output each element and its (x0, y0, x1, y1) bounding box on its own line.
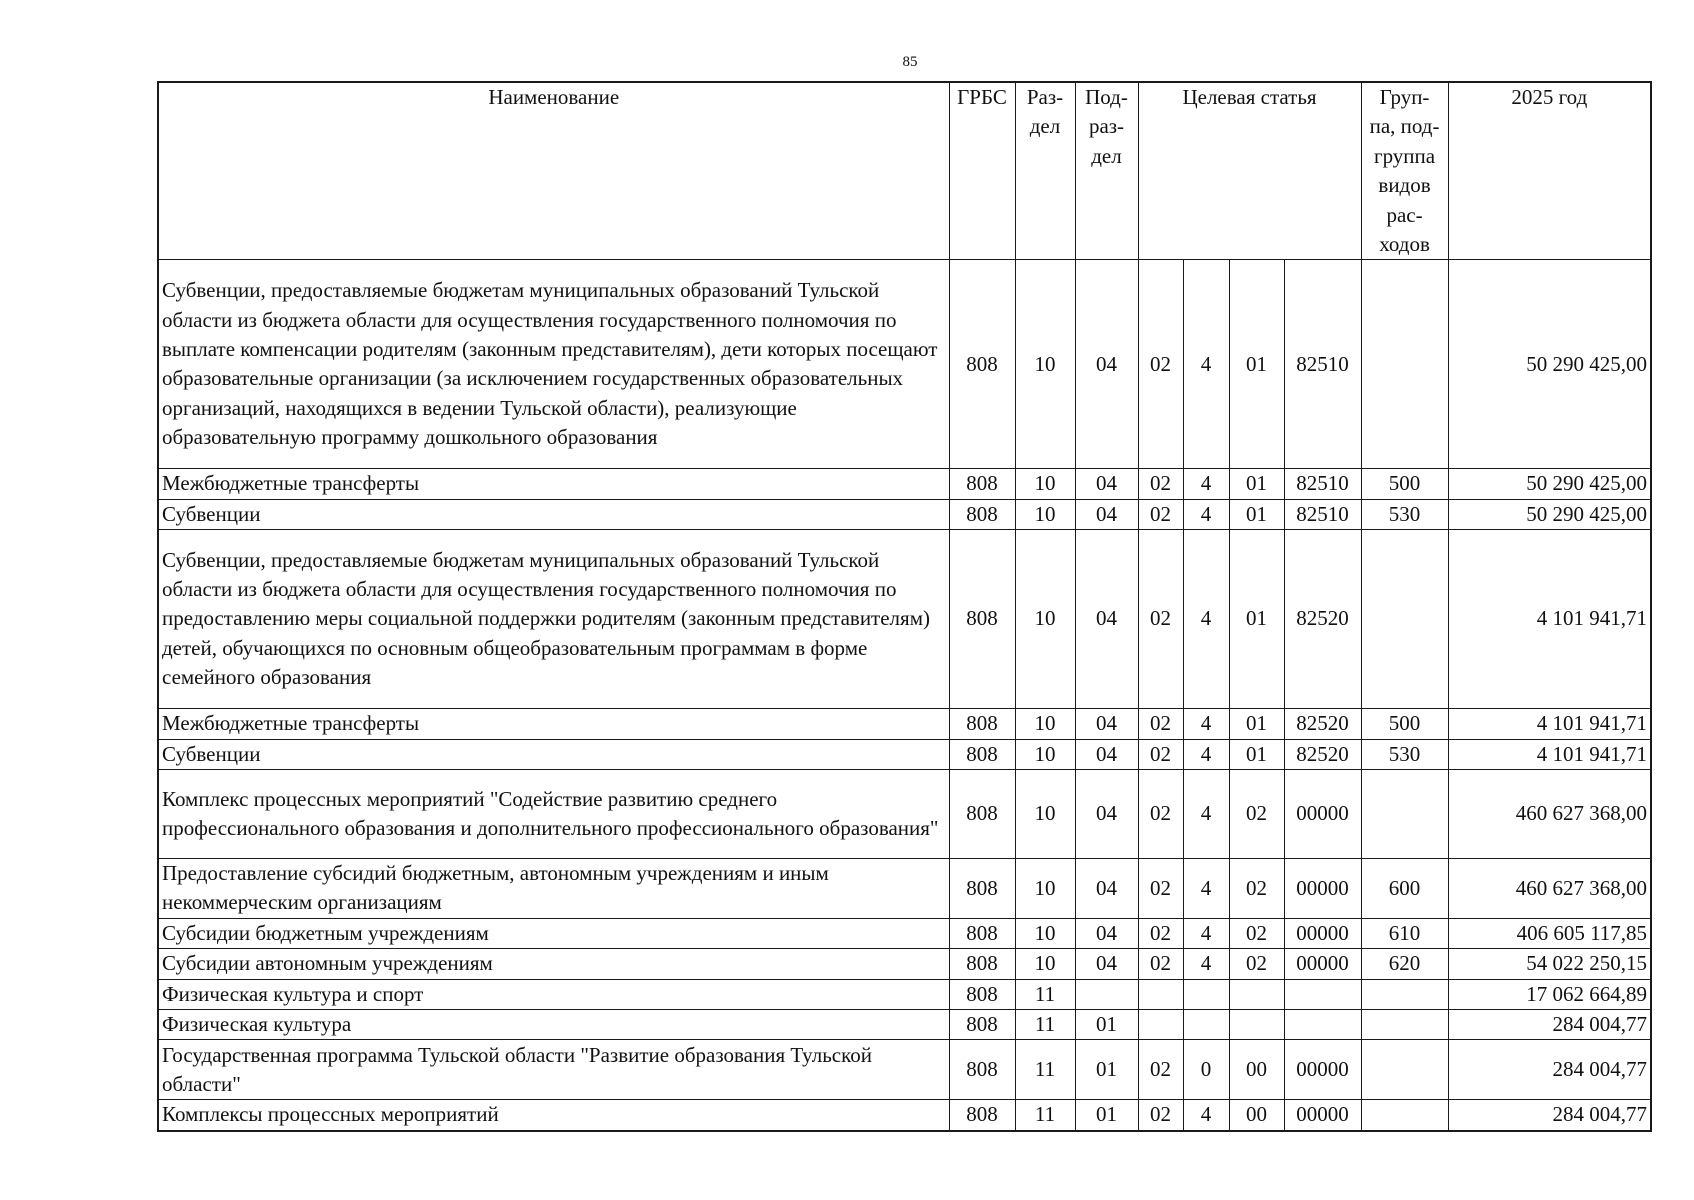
cell-grbs: 808 (949, 769, 1015, 858)
cell-target-2: 0 (1183, 1040, 1229, 1100)
cell-razdel: 10 (1015, 858, 1075, 918)
cell-target-2: 4 (1183, 499, 1229, 529)
budget-table (157, 81, 1652, 1132)
cell-razdel: 10 (1015, 769, 1075, 858)
cell-target-3: 01 (1229, 739, 1284, 769)
table-row (158, 709, 1651, 739)
cell-target-2: 4 (1183, 469, 1229, 499)
col-header-grbs: ГРБС (949, 82, 1015, 260)
cell-target-4: 82520 (1284, 709, 1361, 739)
cell-amount: 50 290 425,00 (1448, 469, 1651, 499)
cell-podrazdel: 04 (1075, 739, 1138, 769)
cell-target-3: 01 (1229, 260, 1284, 469)
cell-target-3: 01 (1229, 469, 1284, 499)
cell-podrazdel: 01 (1075, 1100, 1138, 1131)
cell-target-2: 4 (1183, 918, 1229, 948)
table-body (158, 260, 1651, 1131)
cell-target-2: 4 (1183, 1100, 1229, 1131)
cell-group (1361, 1100, 1448, 1131)
cell-amount: 406 605 117,85 (1448, 918, 1651, 948)
cell-target-2: 4 (1183, 530, 1229, 709)
cell-grbs: 808 (949, 1010, 1015, 1040)
cell-name: Субсидии бюджетным учреждениям (158, 918, 949, 948)
cell-group: 600 (1361, 858, 1448, 918)
cell-podrazdel: 04 (1075, 949, 1138, 979)
cell-grbs: 808 (949, 918, 1015, 948)
cell-group: 530 (1361, 499, 1448, 529)
table-row (158, 949, 1651, 979)
cell-target-1: 02 (1138, 530, 1183, 709)
cell-name: Межбюджетные трансферты (158, 709, 949, 739)
cell-razdel: 10 (1015, 260, 1075, 469)
cell-target-1 (1138, 1010, 1183, 1040)
cell-target-1: 02 (1138, 769, 1183, 858)
cell-target-3: 01 (1229, 530, 1284, 709)
cell-target-4: 82520 (1284, 739, 1361, 769)
cell-target-1: 02 (1138, 499, 1183, 529)
cell-grbs: 808 (949, 979, 1015, 1009)
cell-group: 500 (1361, 469, 1448, 499)
cell-target-1: 02 (1138, 1100, 1183, 1131)
cell-amount: 4 101 941,71 (1448, 530, 1651, 709)
cell-target-1: 02 (1138, 858, 1183, 918)
cell-target-2: 4 (1183, 858, 1229, 918)
cell-amount: 284 004,77 (1448, 1100, 1651, 1131)
cell-group: 530 (1361, 739, 1448, 769)
cell-target-4: 00000 (1284, 858, 1361, 918)
cell-target-1: 02 (1138, 918, 1183, 948)
cell-name: Физическая культура и спорт (158, 979, 949, 1009)
cell-name: Субсидии автономным учреждениям (158, 949, 949, 979)
cell-podrazdel: 01 (1075, 1040, 1138, 1100)
cell-podrazdel: 04 (1075, 769, 1138, 858)
cell-podrazdel: 04 (1075, 469, 1138, 499)
cell-amount: 4 101 941,71 (1448, 709, 1651, 739)
cell-target-2: 4 (1183, 949, 1229, 979)
cell-razdel: 11 (1015, 1100, 1075, 1131)
cell-amount: 460 627 368,00 (1448, 858, 1651, 918)
table-row (158, 1100, 1651, 1131)
cell-target-4: 00000 (1284, 769, 1361, 858)
cell-razdel: 10 (1015, 709, 1075, 739)
cell-target-4: 00000 (1284, 1040, 1361, 1100)
cell-razdel: 10 (1015, 739, 1075, 769)
cell-amount: 460 627 368,00 (1448, 769, 1651, 858)
table-row (158, 1010, 1651, 1040)
cell-target-1 (1138, 979, 1183, 1009)
cell-target-2: 4 (1183, 739, 1229, 769)
cell-grbs: 808 (949, 739, 1015, 769)
cell-name: Физическая культура (158, 1010, 949, 1040)
cell-group: 500 (1361, 709, 1448, 739)
cell-target-4: 00000 (1284, 918, 1361, 948)
cell-grbs: 808 (949, 858, 1015, 918)
cell-target-4 (1284, 1010, 1361, 1040)
table-row (158, 918, 1651, 948)
cell-name: Межбюджетные трансферты (158, 469, 949, 499)
cell-target-1: 02 (1138, 739, 1183, 769)
cell-group: 620 (1361, 949, 1448, 979)
cell-target-3: 02 (1229, 949, 1284, 979)
cell-name: Государственная программа Тульской области "Развитие образования Тульской области" (158, 1040, 949, 1100)
cell-group (1361, 1040, 1448, 1100)
cell-target-4: 82510 (1284, 499, 1361, 529)
cell-grbs: 808 (949, 499, 1015, 529)
cell-target-3: 02 (1229, 918, 1284, 948)
cell-name: Субвенции (158, 739, 949, 769)
col-header-podrazdel: Под- раз- дел (1075, 82, 1138, 260)
cell-target-1: 02 (1138, 260, 1183, 469)
cell-amount: 17 062 664,89 (1448, 979, 1651, 1009)
cell-target-3 (1229, 1010, 1284, 1040)
cell-target-4 (1284, 979, 1361, 1009)
cell-name: Предоставление субсидий бюджетным, автономным учреждениям и иным некоммерческим организациям (158, 858, 949, 918)
cell-grbs: 808 (949, 1100, 1015, 1131)
table-row (158, 530, 1651, 709)
table-row (158, 979, 1651, 1009)
cell-group (1361, 769, 1448, 858)
cell-target-1: 02 (1138, 1040, 1183, 1100)
page-number: 85 (902, 54, 918, 70)
cell-podrazdel: 01 (1075, 1010, 1138, 1040)
cell-razdel: 11 (1015, 979, 1075, 1009)
cell-target-3: 01 (1229, 709, 1284, 739)
cell-amount: 50 290 425,00 (1448, 499, 1651, 529)
cell-name: Субвенции, предоставляемые бюджетам муниципальных образований Тульской области из бюджета области для осуществления государственного полномочия по выплате компенсации родителям (законным представителям), дети которых посещают образовательные организации (за исключением государственных образовательных организаций, находящихся в ведении Тульской области), реализующие образовательную программу дошкольного образования (158, 260, 949, 469)
cell-target-1: 02 (1138, 469, 1183, 499)
col-header-group: Груп- па, под- группа видов рас- ходов (1361, 82, 1448, 260)
cell-target-4: 82510 (1284, 260, 1361, 469)
cell-amount: 50 290 425,00 (1448, 260, 1651, 469)
cell-grbs: 808 (949, 949, 1015, 979)
cell-grbs: 808 (949, 469, 1015, 499)
cell-target-2: 4 (1183, 709, 1229, 739)
cell-razdel: 10 (1015, 469, 1075, 499)
table-row (158, 260, 1651, 469)
cell-podrazdel: 04 (1075, 499, 1138, 529)
cell-podrazdel: 04 (1075, 260, 1138, 469)
table-row (158, 499, 1651, 529)
cell-name: Комплекс процессных мероприятий "Содействие развитию среднего профессионального образования и дополнительного профессионального образования" (158, 769, 949, 858)
cell-target-2: 4 (1183, 260, 1229, 469)
cell-group (1361, 1010, 1448, 1040)
cell-target-2: 4 (1183, 769, 1229, 858)
table-row (158, 469, 1651, 499)
cell-grbs: 808 (949, 709, 1015, 739)
cell-podrazdel: 04 (1075, 709, 1138, 739)
table-row (158, 858, 1651, 918)
cell-target-3: 02 (1229, 769, 1284, 858)
col-header-name: Наименование (158, 82, 949, 260)
cell-razdel: 10 (1015, 530, 1075, 709)
table-row (158, 769, 1651, 858)
cell-group (1361, 530, 1448, 709)
cell-group (1361, 260, 1448, 469)
cell-amount: 284 004,77 (1448, 1010, 1651, 1040)
cell-razdel: 10 (1015, 918, 1075, 948)
cell-target-3: 01 (1229, 499, 1284, 529)
cell-name: Субвенции (158, 499, 949, 529)
cell-target-3: 02 (1229, 858, 1284, 918)
cell-target-1: 02 (1138, 949, 1183, 979)
cell-podrazdel: 04 (1075, 530, 1138, 709)
cell-grbs: 808 (949, 1040, 1015, 1100)
cell-razdel: 10 (1015, 949, 1075, 979)
cell-grbs: 808 (949, 260, 1015, 469)
cell-target-1: 02 (1138, 709, 1183, 739)
cell-name: Субвенции, предоставляемые бюджетам муниципальных образований Тульской области из бюджета области для осуществления государственного полномочия по предоставлению меры социальной поддержки родителям (законным представителям) детей, обучающихся по основным общеобразовательным программам в форме семейного образования (158, 530, 949, 709)
cell-target-3 (1229, 979, 1284, 1009)
cell-podrazdel (1075, 979, 1138, 1009)
cell-group: 610 (1361, 918, 1448, 948)
cell-podrazdel: 04 (1075, 858, 1138, 918)
cell-razdel: 10 (1015, 499, 1075, 529)
cell-target-2 (1183, 979, 1229, 1009)
table-header (158, 82, 1651, 260)
col-header-year: 2025 год (1448, 82, 1651, 260)
table-row (158, 1040, 1651, 1100)
cell-amount: 4 101 941,71 (1448, 739, 1651, 769)
cell-podrazdel: 04 (1075, 918, 1138, 948)
table-row (158, 739, 1651, 769)
cell-razdel: 11 (1015, 1010, 1075, 1040)
cell-target-2 (1183, 1010, 1229, 1040)
cell-amount: 54 022 250,15 (1448, 949, 1651, 979)
col-header-target: Целевая статья (1138, 82, 1361, 260)
cell-razdel: 11 (1015, 1040, 1075, 1100)
cell-group (1361, 979, 1448, 1009)
cell-target-4: 82520 (1284, 530, 1361, 709)
cell-target-3: 00 (1229, 1040, 1284, 1100)
cell-target-4: 00000 (1284, 949, 1361, 979)
cell-grbs: 808 (949, 530, 1015, 709)
cell-target-4: 82510 (1284, 469, 1361, 499)
cell-amount: 284 004,77 (1448, 1040, 1651, 1100)
cell-target-4: 00000 (1284, 1100, 1361, 1131)
cell-name: Комплексы процессных мероприятий (158, 1100, 949, 1131)
cell-target-3: 00 (1229, 1100, 1284, 1131)
col-header-razdel: Раз- дел (1015, 82, 1075, 260)
